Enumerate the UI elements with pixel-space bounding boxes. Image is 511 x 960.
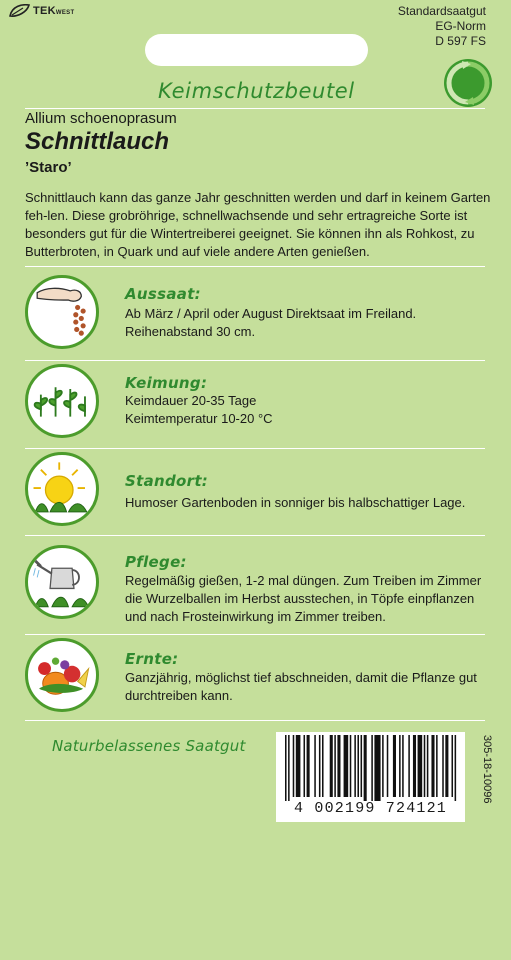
norm-line: Standardsaatgut (397, 4, 486, 18)
barcode-bar (357, 735, 359, 797)
product-name: Schnittlauch (25, 128, 170, 155)
barcode-bar (285, 735, 287, 801)
barcode-bar (334, 735, 336, 797)
barcode-bar (408, 735, 410, 797)
green-dot-icon (443, 58, 493, 108)
barcode-bar (319, 735, 321, 797)
barcode-bar (436, 735, 438, 797)
blank-label-field (145, 34, 368, 66)
seed-standard (398, 4, 486, 49)
barcode-bar (387, 735, 389, 797)
barcode-bar (344, 735, 349, 797)
section-title: Pflege: (125, 553, 187, 571)
divider (25, 266, 485, 267)
barcode-bar (413, 735, 416, 797)
barcode (276, 732, 465, 822)
section-text: Ab März / April oder August Direktsaat im Freiland. Reihenabstand 30 cm. (125, 306, 417, 339)
section-text: Ganzjährig, möglichst tief abschneiden, damit die Pflanze gut durchtreiben kann. (125, 670, 477, 703)
barcode-bar (393, 735, 396, 797)
latin-name: Allium schoenoprasum (25, 110, 177, 127)
barcode-bar (374, 735, 380, 801)
divider (25, 634, 485, 635)
tek-leaf-icon (8, 4, 30, 18)
norm-line: EG-Norm (435, 19, 486, 33)
barcode-bar (361, 735, 363, 797)
section-title: Standort: (125, 472, 209, 490)
divider (25, 448, 485, 449)
variety-name: ’Staro’ (25, 159, 72, 176)
article-number: 305-18-10096 (481, 735, 493, 804)
section-title: Keimung: (125, 374, 208, 392)
barcode-bar (427, 735, 429, 797)
barcode-bar (293, 735, 295, 797)
barcode-bar (402, 735, 404, 797)
barcode-bar (337, 735, 340, 797)
watering-can-icon (25, 545, 99, 619)
barcode-number: 4 002199 724121 (293, 800, 448, 817)
barcode-bar (304, 735, 306, 797)
description: Schnittlauch kann das ganze Jahr geschnitten werden und darf in keinem Garten feh-len. Diese grobröhrige, schnellwachsende und sehr ertragreiche Sorte ist besonders gut für die Wintertreiberei geeignet. Sie können ihn als Rohkost, zu Butterbroten, in Quark und auf viele andere Arten genießen. (25, 190, 491, 259)
norm-line: D 597 FS (435, 34, 486, 48)
barcode-bar (364, 735, 367, 801)
barcode-bar (322, 735, 324, 797)
barcode-bar (354, 735, 356, 797)
barcode-bar (399, 735, 401, 797)
barcode-bar (350, 735, 352, 797)
barcode-bar (445, 735, 448, 797)
section-text: Keimdauer 20-35 Tage Keimtemperatur 10-20 °C (125, 393, 273, 426)
barcode-bar (431, 735, 434, 797)
divider (25, 535, 485, 536)
divider (25, 108, 485, 109)
sowing-hand-icon (25, 275, 99, 349)
barcode-bar (314, 735, 316, 797)
barcode-bar (330, 735, 333, 797)
barcode-bar (418, 735, 423, 797)
banner-title: Keimschutzbeutel (158, 79, 355, 103)
barcode-bar (442, 735, 444, 797)
barcode-bar (382, 735, 384, 797)
section-text: Humoser Gartenboden in sonniger bis halbschattiger Lage. (125, 495, 466, 510)
brand-name: TEKWEST (33, 5, 75, 17)
sun-icon (25, 452, 99, 526)
seedlings-icon (25, 364, 99, 438)
barcode-bar (296, 735, 301, 797)
barcode-bar (371, 735, 373, 801)
divider (25, 360, 485, 361)
footer-slogan: Naturbelassenes Saatgut (52, 737, 246, 755)
section-text: Regelmäßig gießen, 1-2 mal düngen. Zum Treiben im Zimmer die Wurzelballen im Herbst ausstechen, in Töpfe einpflanzen und nach Frosteinwirkung im Zimmer treiben. (125, 573, 482, 624)
barcode-bar (455, 735, 457, 801)
barcode-bar (424, 735, 426, 797)
section-title: Aussaat: (125, 285, 201, 303)
divider (25, 720, 485, 721)
barcode-bar (307, 735, 310, 797)
vegetables-icon (25, 638, 99, 712)
section-title: Ernte: (125, 650, 179, 668)
barcode-bar (288, 735, 290, 801)
barcode-bars (283, 735, 461, 801)
brand-logo (8, 4, 74, 18)
barcode-bar (451, 735, 453, 797)
